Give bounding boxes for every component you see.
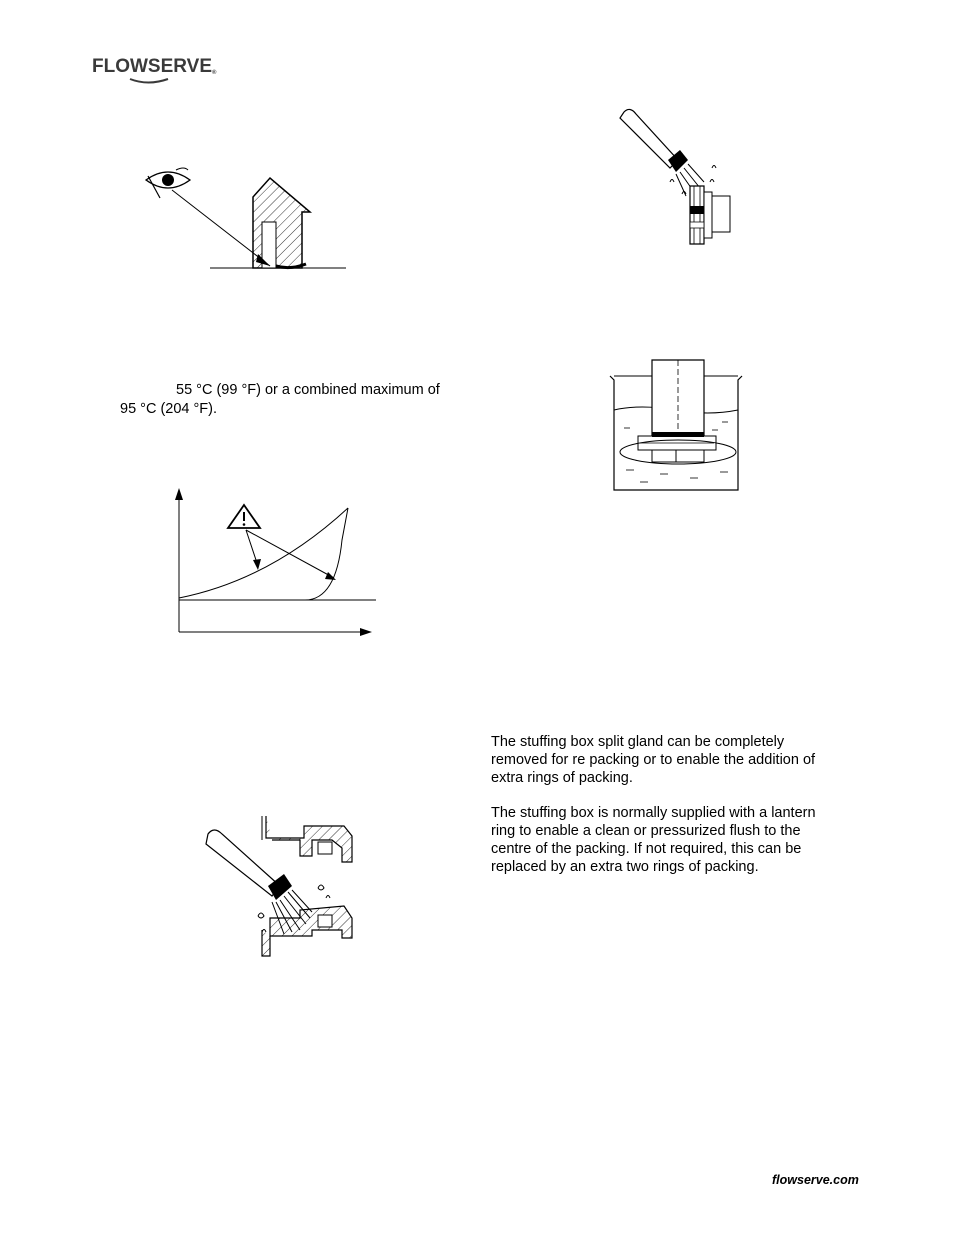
gland-paragraph-line: extra rings of packing. — [491, 770, 633, 786]
lantern-paragraph — [491, 804, 816, 876]
lantern-paragraph-line: ring to enable a clean or pressurized flush to the — [491, 823, 801, 839]
footer-url[interactable]: flowserve.com — [772, 1173, 859, 1187]
lantern-paragraph-line: The stuffing box is normally supplied with a lantern — [491, 805, 816, 821]
gland-paragraph-line: removed for re packing or to enable the addition of — [491, 752, 816, 768]
logo-text: FLOWSERVE — [92, 56, 212, 77]
lantern-paragraph-line: centre of the packing. If not required, this can be — [491, 841, 802, 857]
logo-registered-mark: ® — [212, 70, 217, 76]
gland-paragraph-line: The stuffing box split gland can be completely — [491, 734, 785, 750]
gland-paragraph — [491, 733, 815, 787]
temp-line-1: 55 °C (99 °F) or a combined maximum of — [176, 382, 440, 398]
temp-line-2: 95 °C (204 °F). — [120, 401, 218, 417]
lantern-paragraph-line: replaced by an extra two rings of packing. — [491, 859, 759, 875]
